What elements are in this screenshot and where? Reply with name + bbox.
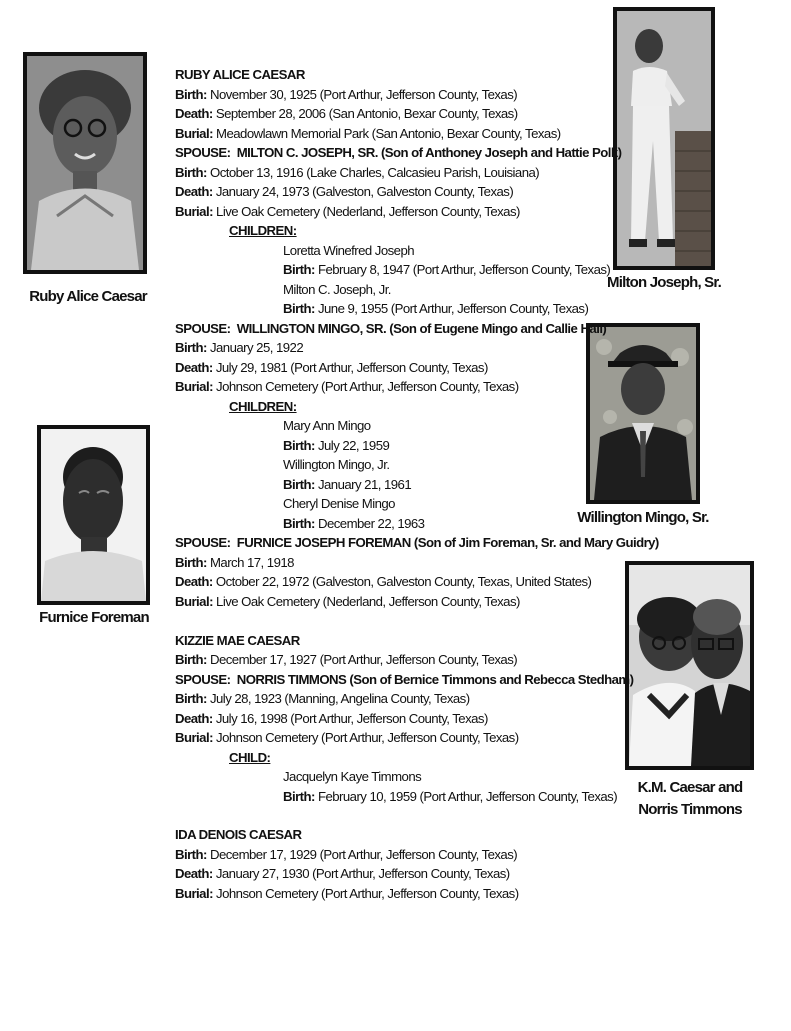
death-line: Death: September 28, 2006 (San Antonio, Bexar County, Texas)	[175, 106, 518, 121]
death-line: Death: January 24, 1973 (Galveston, Galveston County, Texas)	[175, 184, 514, 199]
photo-willington-mingo-sr	[586, 323, 700, 504]
child-birth-line: Birth: February 8, 1947 (Port Arthur, Jefferson County, Texas)	[283, 262, 611, 277]
person-name: IDA DENOIS CAESAR	[175, 827, 302, 842]
death-line: Death: July 16, 1998 (Port Arthur, Jefferson County, Texas)	[175, 711, 488, 726]
burial-line: Burial: Live Oak Cemetery (Nederland, Jefferson County, Texas)	[175, 594, 520, 609]
birth-line: Birth: November 30, 1925 (Port Arthur, Jefferson County, Texas)	[175, 87, 518, 102]
birth-line: Birth: January 25, 1922	[175, 340, 304, 355]
children-heading: CHILDREN:	[229, 399, 297, 414]
death-line: Death: January 27, 1930 (Port Arthur, Jefferson County, Texas)	[175, 866, 510, 881]
spouse-line: SPOUSE: WILLINGTON MINGO, SR. (Son of Eugene Mingo and Callie Hall)	[175, 321, 607, 336]
birth-line: Birth: March 17, 1918	[175, 555, 294, 570]
child-name: Cheryl Denise Mingo	[283, 496, 395, 511]
child-name: Jacquelyn Kaye Timmons	[283, 769, 422, 784]
spouse-line: SPOUSE: FURNICE JOSEPH FOREMAN (Son of Jim Foreman, Sr. and Mary Guidry)	[175, 535, 659, 550]
caption-milton-joseph-sr: Milton Joseph, Sr.	[607, 274, 721, 291]
person-name: KIZZIE MAE CAESAR	[175, 633, 300, 648]
child-birth-line: Birth: December 22, 1963	[283, 516, 425, 531]
death-line: Death: July 29, 1981 (Port Arthur, Jefferson County, Texas)	[175, 360, 488, 375]
caption-norris-timmons: Norris Timmons	[638, 801, 742, 818]
burial-line: Burial: Johnson Cemetery (Port Arthur, Jefferson County, Texas)	[175, 379, 519, 394]
birth-line: Birth: December 17, 1927 (Port Arthur, Jefferson County, Texas)	[175, 652, 518, 667]
child-name: Willington Mingo, Jr.	[283, 457, 390, 472]
person-name: RUBY ALICE CAESAR	[175, 67, 305, 82]
spouse-line: SPOUSE: NORRIS TIMMONS (Son of Bernice Timmons and Rebecca Stedham)	[175, 672, 634, 687]
child-heading: CHILD:	[229, 750, 271, 765]
burial-line: Burial: Johnson Cemetery (Port Arthur, Jefferson County, Texas)	[175, 730, 519, 745]
caption-ruby-alice-caesar: Ruby Alice Caesar	[29, 288, 147, 305]
death-line: Death: October 22, 1972 (Galveston, Galveston County, Texas, United States)	[175, 574, 592, 589]
photo-kizzie-caesar-and-norris-timmons	[625, 561, 754, 770]
child-birth-line: Birth: February 10, 1959 (Port Arthur, Jefferson County, Texas)	[283, 789, 618, 804]
caption-willington-mingo-sr: Willington Mingo, Sr.	[577, 509, 709, 526]
burial-line: Burial: Live Oak Cemetery (Nederland, Jefferson County, Texas)	[175, 204, 520, 219]
birth-line: Birth: December 17, 1929 (Port Arthur, Jefferson County, Texas)	[175, 847, 518, 862]
photo-ruby-alice-caesar	[23, 52, 147, 274]
birth-line: Birth: July 28, 1923 (Manning, Angelina County, Texas)	[175, 691, 470, 706]
caption-km-caesar: K.M. Caesar and	[637, 779, 743, 796]
children-heading: CHILDREN:	[229, 223, 297, 238]
photo-milton-joseph-sr	[613, 7, 715, 270]
photo-furnice-foreman	[37, 425, 150, 605]
child-name: Loretta Winefred Joseph	[283, 243, 415, 258]
child-birth-line: Birth: June 9, 1955 (Port Arthur, Jefferson County, Texas)	[283, 301, 589, 316]
burial-line: Burial: Johnson Cemetery (Port Arthur, Jefferson County, Texas)	[175, 886, 519, 901]
burial-line: Burial: Meadowlawn Memorial Park (San Antonio, Bexar County, Texas)	[175, 126, 561, 141]
caption-furnice-foreman: Furnice Foreman	[39, 609, 149, 626]
child-birth-line: Birth: January 21, 1961	[283, 477, 412, 492]
birth-line: Birth: October 13, 1916 (Lake Charles, Calcasieu Parish, Louisiana)	[175, 165, 540, 180]
child-name: Milton C. Joseph, Jr.	[283, 282, 391, 297]
child-birth-line: Birth: July 22, 1959	[283, 438, 390, 453]
child-name: Mary Ann Mingo	[283, 418, 371, 433]
spouse-line: SPOUSE: MILTON C. JOSEPH, SR. (Son of Anthoney Joseph and Hattie Polk)	[175, 145, 622, 160]
